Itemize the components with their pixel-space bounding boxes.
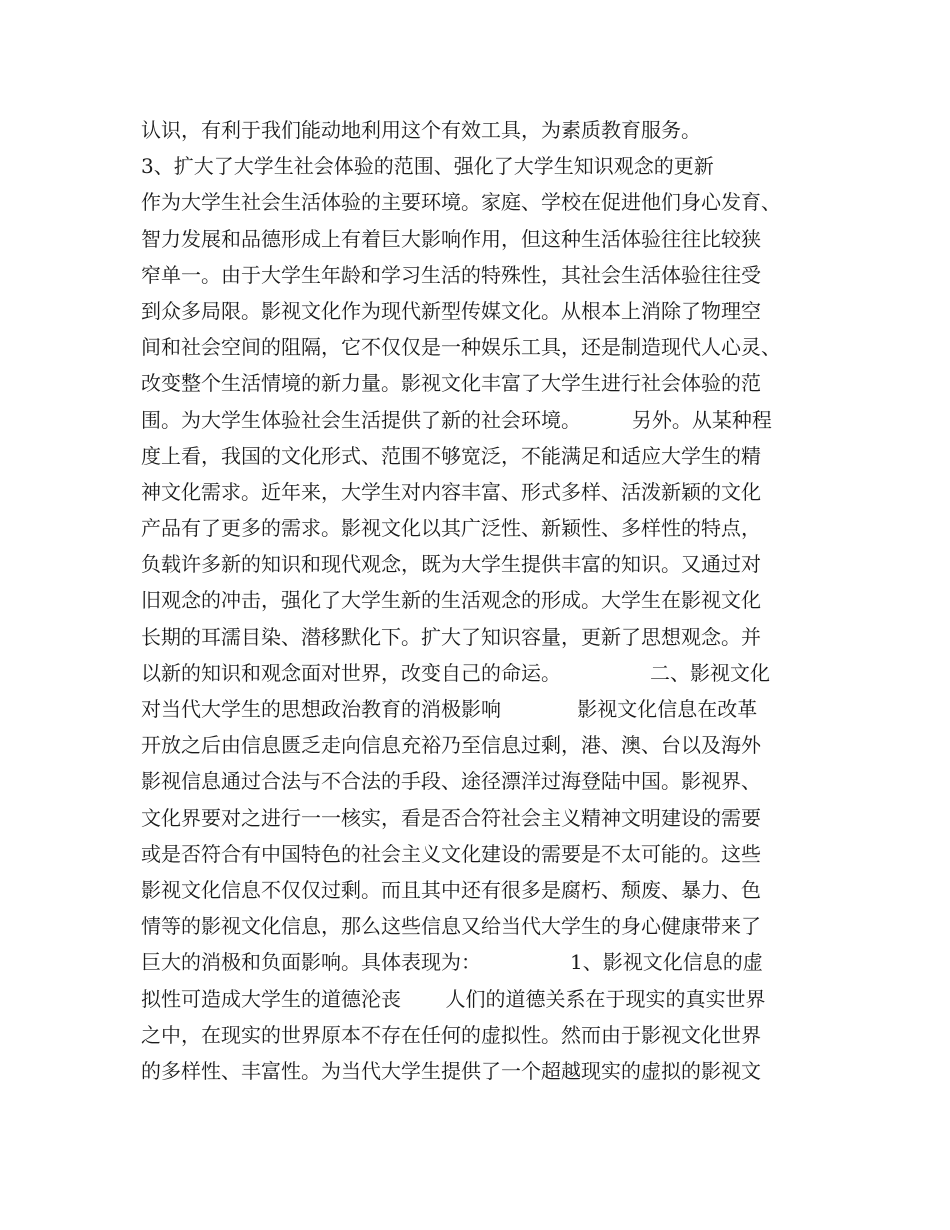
text-line: 拟性可造成大学生的道德沦丧 人们的道德关系在于现实的真实世界 — [141, 986, 766, 1011]
text-line: 长期的耳濡目染、潜移默化下。扩大了知识容量，更新了思想观念。并 — [141, 624, 761, 649]
text-line: 作为大学生社会生活体验的主要环境。家庭、学校在促进他们身心发育、 — [141, 190, 781, 215]
text-line: 之中，在现实的世界原本不存在任何的虚拟性。然而由于影视文化世界 — [141, 1022, 761, 1047]
text-line: 旧观念的冲击，强化了大学生新的生活观念的形成。大学生在影视文化 — [141, 588, 761, 613]
text-line: 围。为大学生体验社会生活提供了新的社会环境。 另外。从某种程 — [141, 407, 772, 432]
text-line: 间和社会空间的阻隔，它不仅仅是一种娱乐工具，还是制造现代人心灵、 — [141, 335, 781, 360]
text-line: 以新的知识和观念面对世界，改变自己的命运。 二、影视文化 — [141, 660, 771, 685]
text-line: 改变整个生活情境的新力量。影视文化丰富了大学生进行社会体验的范 — [141, 371, 761, 396]
text-line: 负载许多新的知识和现代观念，既为大学生提供丰富的知识。又通过对 — [141, 552, 761, 577]
text-line: 认识，有利于我们能动地利用这个有效工具，为素质教育服务。 — [141, 118, 701, 142]
text-line: 对当代大学生的思想政治教育的消极影响 影视文化信息在改革 — [141, 697, 758, 721]
text-line: 3、扩大了大学生社会体验的范围、强化了大学生知识观念的更新 — [141, 154, 714, 179]
text-line: 巨大的消极和负面影响。具体表现为： 1、影视文化信息的虚 — [141, 950, 763, 975]
text-line: 开放之后由信息匮乏走向信息充裕乃至信息过剩，港、澳、台以及海外 — [141, 733, 761, 758]
text-line: 影视文化信息不仅仅过剩。而且其中还有很多是腐朽、颓废、暴力、色 — [141, 877, 761, 902]
text-line: 或是否符合有中国特色的社会主义文化建设的需要是不太可能的。这些 — [141, 841, 761, 866]
text-line: 情等的影视文化信息，那么这些信息又给当代大学生的身心健康带来了 — [141, 914, 761, 939]
text-line: 窄单一。由于大学生年龄和学习生活的特殊性，其社会生活体验往往受 — [141, 262, 761, 287]
text-line: 的多样性、丰富性。为当代大学生提供了一个超越现实的虚拟的影视文 — [141, 1058, 761, 1083]
body-text — [141, 112, 831, 1089]
text-line: 智力发展和品德形成上有着巨大影响作用，但这种生活体验往往比较狭 — [141, 226, 761, 251]
text-line: 文化界要对之进行一一核实，看是否合符社会主义精神文明建设的需要 — [141, 805, 761, 830]
text-line: 度上看，我国的文化形式、范围不够宽泛，不能满足和适应大学生的精 — [141, 443, 761, 468]
text-line: 产品有了更多的需求。影视文化以其广泛性、新颖性、多样性的特点， — [141, 516, 761, 541]
text-line: 神文化需求。近年来，大学生对内容丰富、形式多样、活泼新颖的文化 — [141, 479, 761, 504]
text-line: 影视信息通过合法与不合法的手段、途径漂洋过海登陆中国。影视界、 — [141, 769, 761, 794]
text-line: 到众多局限。影视文化作为现代新型传媒文化。从根本上消除了物理空 — [141, 298, 761, 323]
